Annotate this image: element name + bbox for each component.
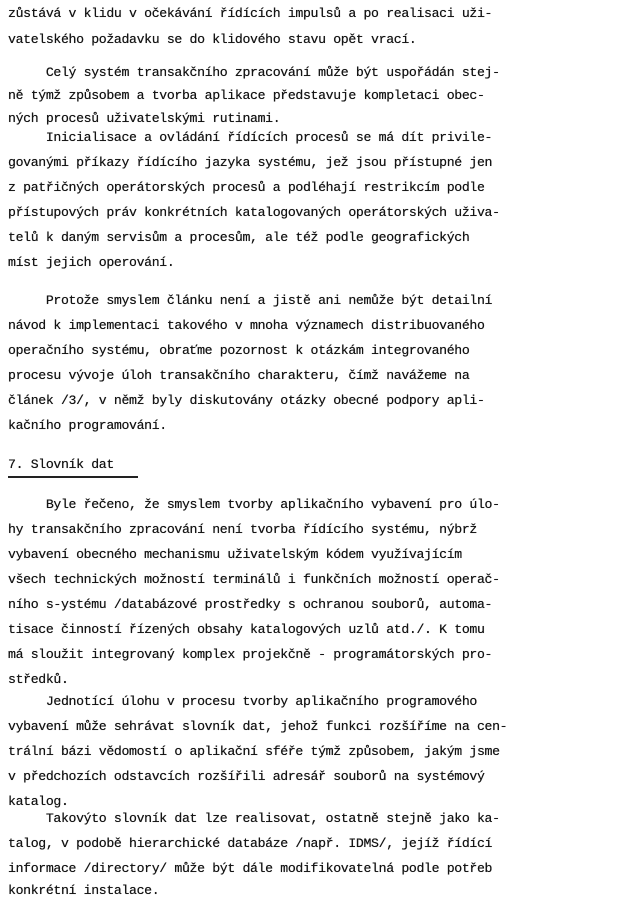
- text-line: informace /directory/ může být dále modifikovatelná podle potřeb: [8, 861, 493, 876]
- text-line: govanými příkazy řídícího jazyka systému, jež jsou přístupné jen: [8, 155, 493, 170]
- text-line: ně týmž způsobem a tvorba aplikace představuje kompletaci obec-: [8, 88, 485, 103]
- text-line: má sloužit integrovaný komplex projekčně - programátorských pro-: [8, 647, 493, 662]
- text-line: telů k daným servisům a procesům, ale též podle geografických: [8, 230, 470, 245]
- text-line: Protože smyslem článku není a jistě ani nemůže být detailní: [8, 293, 493, 308]
- text-line: trální bázi vědomostí o aplikační sféře týmž způsobem, jakým jsme: [8, 744, 500, 759]
- text-line: Takovýto slovník dat lze realisovat, ostatně stejně jako ka-: [8, 811, 500, 826]
- text-line: vybavení obecného mechanismu uživatelským kódem využívajícím: [8, 547, 462, 562]
- heading-underline: [8, 476, 138, 478]
- text-line: Inicialisace a ovládání řídících procesů se má dít privile-: [8, 130, 493, 145]
- text-line: vatelského požadavku se do klidového stavu opět vrací.: [8, 32, 417, 47]
- section-heading: 7. Slovník dat: [8, 457, 114, 472]
- text-line: vybavení může sehrávat slovník dat, jehož funkci rozšíříme na cen-: [8, 719, 508, 734]
- text-line: Byle řečeno, že smyslem tvorby aplikačního vybavení pro úlo-: [8, 497, 500, 512]
- text-line: v předchozích odstavcích rozšířili adresář souborů na systémový: [8, 769, 485, 784]
- text-line: zůstává v klidu v očekávání řídících impulsů a po realisaci uži-: [8, 6, 493, 21]
- text-line: hy transakčního zpracování není tvorba řídícího systému, nýbrž: [8, 522, 477, 537]
- text-line: konkrétní instalace.: [8, 883, 160, 898]
- text-line: operačního systému, obraťme pozornost k otázkám integrovaného: [8, 343, 470, 358]
- text-line: procesu vývoje úloh transakčního charakteru, čímž navážeme na: [8, 368, 470, 383]
- text-line: míst jejich operování.: [8, 255, 175, 270]
- text-line: katalog.: [8, 794, 69, 809]
- text-line: z patřičných operátorských procesů a podléhají restrikcím podle: [8, 180, 485, 195]
- text-line: ního s-ystému /databázové prostředky s ochranou souborů, automa-: [8, 597, 493, 612]
- text-line: návod k implementaci takového v mnoha významech distribuovaného: [8, 318, 485, 333]
- text-line: kačního programování.: [8, 418, 167, 433]
- text-line: středků.: [8, 672, 69, 687]
- text-line: tisace činností řízených obsahy katalogových uzlů atd./. K tomu: [8, 622, 485, 637]
- text-line: ných procesů uživatelskými rutinami.: [8, 111, 281, 126]
- text-line: všech technických možností terminálů i funkčních možností operač-: [8, 572, 500, 587]
- text-line: talog, v podobě hierarchické databáze /např. IDMS/, jejíž řídící: [8, 836, 493, 851]
- text-line: Jednotící úlohu v procesu tvorby aplikačního programového: [8, 694, 477, 709]
- text-line: článek /3/, v němž byly diskutovány otázky obecné podpory apli-: [8, 393, 485, 408]
- text-line: přístupových práv konkrétních katalogovaných operátorských uživa-: [8, 205, 500, 220]
- text-line: Celý systém transakčního zpracování může být uspořádán stej-: [8, 65, 500, 80]
